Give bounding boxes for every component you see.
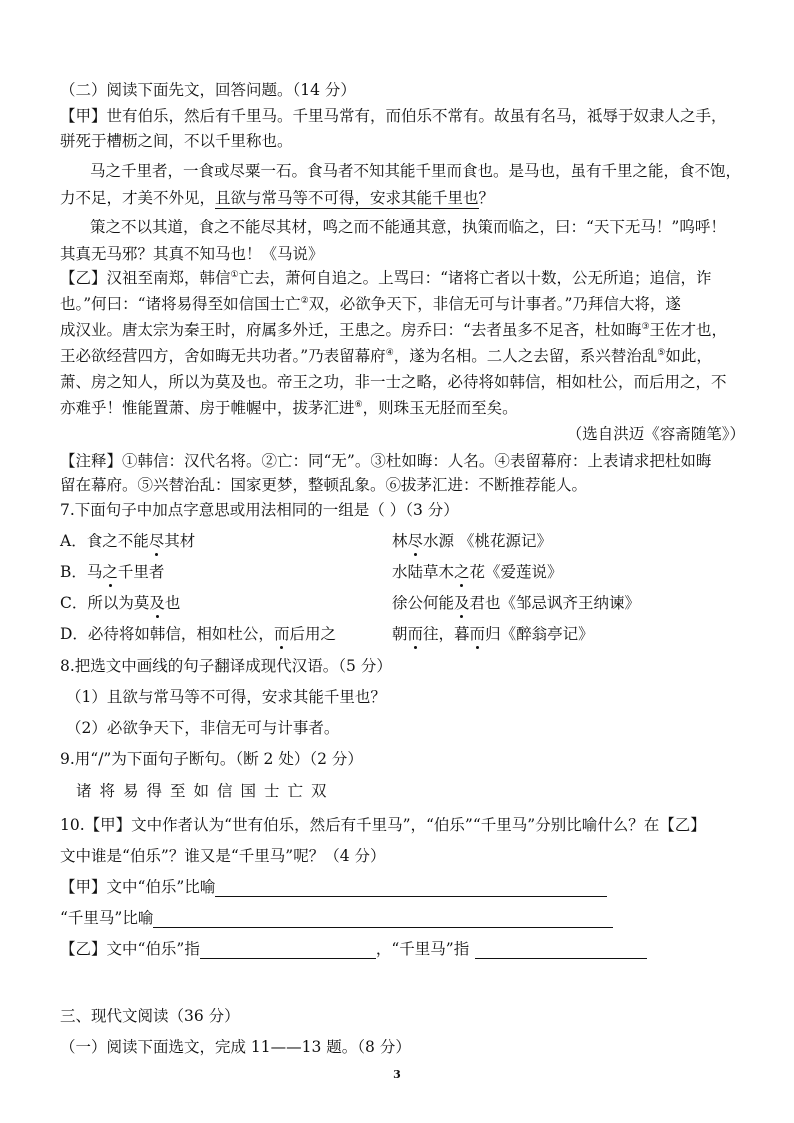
q7-option-c-left <box>60 593 380 613</box>
notes-line1: 【注释】①韩信：汉代名将。②亡：同“无”。③杜如晦：人名。④表留幕府：上表请求把杜如晦 <box>60 452 712 470</box>
answer-label: ，“千里马”指 <box>375 940 470 958</box>
yi-text: 也。”何曰：“诸将易得至如信国士亡 <box>60 295 301 313</box>
q8-sentence-2: （2）必欲争天下，非信无可与计事者。 <box>66 719 340 737</box>
opt-text: C．所以为莫 <box>60 594 150 612</box>
dotted-char: 尽 <box>407 532 424 550</box>
yi-text: 如此， <box>665 347 712 365</box>
yi-line6 <box>60 398 750 418</box>
yi-line1 <box>60 268 750 288</box>
footnote-mark: ③ <box>641 321 650 332</box>
q10-answer-1 <box>60 877 750 897</box>
yi-text: ，遂为名相。二人之去留，系兴替治乱 <box>393 347 658 365</box>
opt-text: 往，暮 <box>423 625 470 643</box>
jia-p2-line1: 马之千里者，一食或尽粟一石。食马者不知其能千里而食也。是马也，虽有千里之能，食不饱， <box>90 162 742 180</box>
dotted-char: 之 <box>102 563 118 581</box>
underlined-sentence: 且欲与常马等不可得，安求其能千里也 <box>215 189 479 207</box>
q10-answer-2 <box>60 908 750 928</box>
jia-p1-line1: 【甲】世有伯乐，然后有千里马。千里马常有，而伯乐不常有。故虽有名马，祗辱于奴隶人之手， <box>60 107 727 125</box>
yi-line3 <box>60 320 750 340</box>
yi-line5: 萧、房之知人，所以为莫及也。帝王之功，非一士之略，必待将如韩信，相如杜公，而后用之，不 <box>60 373 727 391</box>
q7-option-d-left <box>60 624 380 644</box>
yi-text: 成汉业。唐太宗为秦王时，府属多外迁，王患之。房乔曰：“去者虽多不足吝，杜如晦 <box>60 321 642 339</box>
notes-line2: 留在幕府。⑤兴替治乱：国家更梦，整顿乱象。⑥拔茅汇进：不断推荐能人。 <box>60 476 588 494</box>
opt-text: 也 <box>164 594 181 612</box>
opt-text: B．马 <box>60 563 103 581</box>
opt-text: 君也《邹忌讽齐王纳谏》 <box>469 594 641 612</box>
yi-text: ，则珠玉无胫而至矣。 <box>362 399 518 417</box>
yi-source: （选自洪迈《容斋随笔》） <box>566 425 745 443</box>
footnote-mark: ⑥ <box>354 399 363 410</box>
answer-label: 【甲】文中“伯乐”比喻 <box>60 878 216 896</box>
jia-p1-line2: 骈死于槽枥之间，不以千里称也。 <box>60 132 293 150</box>
q9-sentence: 诸将易得至如信国士亡双 <box>76 782 335 800</box>
dotted-char: 及 <box>149 594 165 612</box>
yi-text: 【乙】汉祖至南郑，韩信 <box>60 269 231 287</box>
jia-p2-end: ？ <box>478 189 495 207</box>
section2-header: （二）阅读下面先文，回答问题。（14 分） <box>60 81 356 99</box>
yi-text: 亡去，萧何自追之。上骂曰：“诸将亡者以十数，公无所追；追信，诈 <box>238 269 712 287</box>
opt-text: 其材 <box>164 532 196 550</box>
answer-blank[interactable] <box>215 880 607 897</box>
yi-text: 王必欲经营四方，舍如晦无共功者。”乃表留幕府 <box>60 347 386 365</box>
answer-blank[interactable] <box>200 942 376 959</box>
footnote-mark: ⑤ <box>657 347 666 358</box>
jia-p3-line2: 其真无马邪？其真不知马也！《马说》 <box>60 245 324 263</box>
dotted-char: 之 <box>454 563 470 581</box>
opt-text: 后用之 <box>289 625 336 643</box>
dotted-char: 而 <box>469 625 486 643</box>
answer-blank[interactable] <box>153 911 613 928</box>
opt-text: 朝 <box>392 625 408 643</box>
yi-line2 <box>60 294 750 314</box>
q10-answer-3 <box>60 939 750 959</box>
dotted-char: 尽 <box>148 532 165 550</box>
q7-stem: 7.下面句子中加点字意思或用法相同的一组是（ ）（3 分） <box>60 501 459 519</box>
opt-text: A．食之不能 <box>60 532 149 550</box>
footnote-mark: ④ <box>385 347 394 358</box>
opt-text: 徐公何能 <box>392 594 455 612</box>
opt-text: 林 <box>392 532 408 550</box>
yi-line4 <box>60 346 750 366</box>
q7-option-a-left <box>60 531 380 551</box>
answer-blank[interactable] <box>475 942 647 959</box>
q8-stem: 8.把选文中画线的句子翻译成现代汉语。（5 分） <box>60 657 392 675</box>
jia-p3-line1: 策之不以其道，食之不能尽其材，鸣之而不能通其意，执策而临之，曰：“天下无马！”呜呼！ <box>90 218 726 236</box>
opt-text: 水源 《桃花源记》 <box>423 532 552 550</box>
section3-subheader: （一）阅读下面选文，完成 11——13 题。（8 分） <box>60 1038 411 1056</box>
jia-p2-text: 力不足，才美不外见， <box>60 189 216 207</box>
dotted-char: 而 <box>407 625 424 643</box>
footnote-mark: ① <box>230 269 239 280</box>
section3-header: 三、现代文阅读（36 分） <box>60 1007 240 1025</box>
q7-option-d-right <box>392 624 594 644</box>
dotted-char: 而 <box>273 625 290 643</box>
opt-text: 归《醉翁亭记》 <box>485 625 594 643</box>
opt-text: 千里者 <box>117 563 165 581</box>
q10-line2: 文中谁是“伯乐”？谁又是“千里马”呢？（4 分） <box>60 847 386 865</box>
opt-text: D．必待将如韩信，相如杜公， <box>60 625 274 643</box>
q7-option-a-right <box>392 531 552 551</box>
yi-text: 亦难乎！惟能置萧、房于帷幄中，拔茅汇进 <box>60 399 355 417</box>
dotted-char: 及 <box>454 594 470 612</box>
opt-text: 水陆草木 <box>392 563 455 581</box>
q7-option-c-right <box>392 593 640 613</box>
answer-label: 【乙】文中“伯乐”指 <box>60 940 200 958</box>
yi-text: 王佐才也， <box>649 321 728 339</box>
q9-stem: 9.用“/”为下面句子断句。（断 2 处）（2 分） <box>60 750 363 768</box>
q7-option-b-right <box>392 562 563 582</box>
footnote-mark: ② <box>300 295 309 306</box>
q7-option-b-left <box>60 562 380 582</box>
answer-label: “千里马”比喻 <box>60 909 154 927</box>
yi-text: 双，必欲争天下，非信无可与计事者。”乃拜信大将，遂 <box>308 295 681 313</box>
opt-text: 花《爱莲说》 <box>469 563 563 581</box>
q10-line1: 10.【甲】文中作者认为“世有伯乐，然后有千里马”，“伯乐”“千里马”分别比喻什么？在【乙】 <box>60 816 706 834</box>
q8-sentence-1: （1）且欲与常马等不可得，安求其能千里也？ <box>66 688 386 706</box>
jia-p2-line2 <box>60 188 750 208</box>
page-number: 3 <box>393 1068 401 1081</box>
